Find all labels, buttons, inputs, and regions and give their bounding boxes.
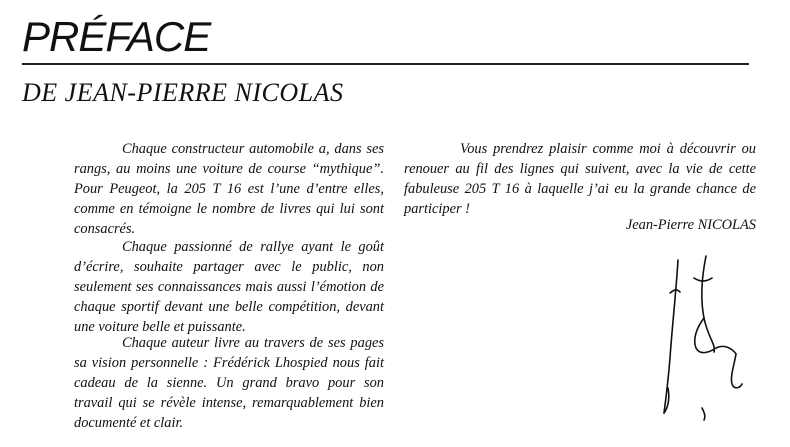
signer-name: Jean-Pierre NICOLAS <box>625 217 756 233</box>
page-title: PRÉFACE <box>22 13 211 60</box>
preface-paragraph-2: Chaque passionné de rallye ayant le goût d’écrire, souhaite partager avec le public, non seulement ses connaissances mais aussi l’émotion de chaque sportif devant une belle compétition, devant une voiture belle et puissante. <box>74 239 384 335</box>
preface-paragraph-4: Vous prendrez plaisir comme moi à découvrir ou renouer au fil des lignes qui suivent, avec la vie de cette fabuleuse 205 T 16 à laquelle j’ai eu la grande chance de participer ! <box>404 141 756 217</box>
page-subtitle: DE JEAN-PIERRE NICOLAS <box>22 78 344 107</box>
preface-paragraph-1: Chaque constructeur automobile a, dans ses rangs, au moins une voiture de course “mythique”. Pour Peugeot, la 205 T 16 est l’une d’entre elles, comme en témoigne le nombre de livres qui lui sont consacrés. <box>74 141 384 237</box>
title-divider <box>22 63 749 65</box>
preface-paragraph-3: Chaque auteur livre au travers de ses pages sa vision personnelle : Frédérick Lhospied nous fait cadeau de la sienne. Un grand bravo pour son travail qui se révèle intense, remarquablement bien documenté et clair. <box>74 335 384 431</box>
handwritten-signature-icon <box>640 248 760 423</box>
